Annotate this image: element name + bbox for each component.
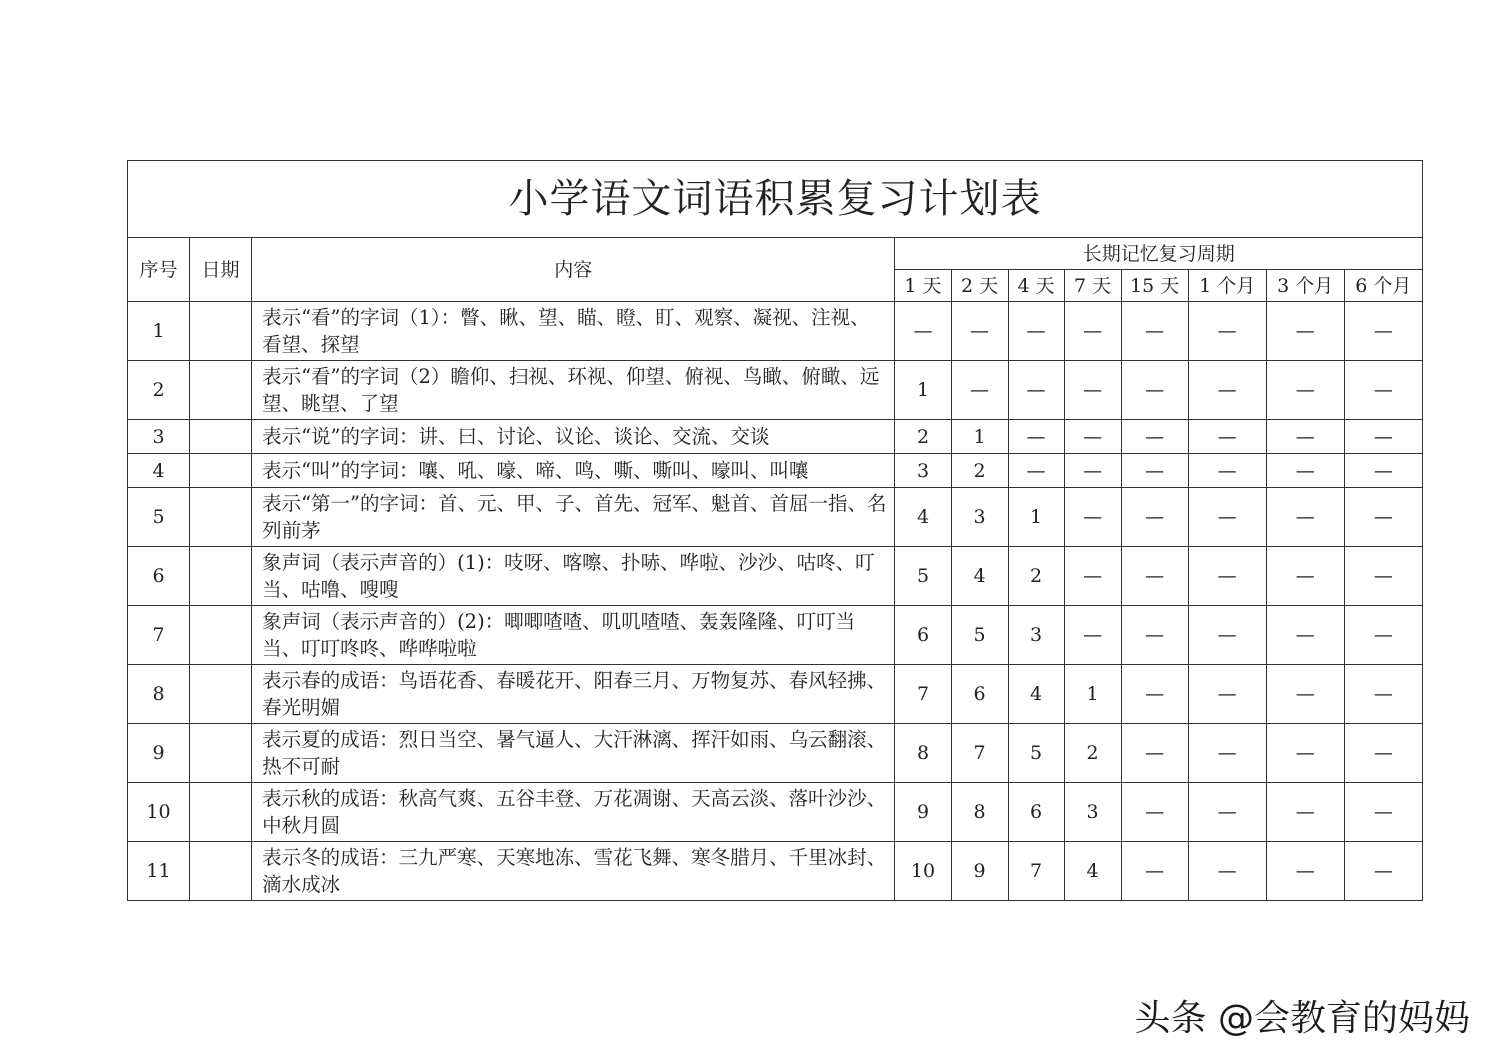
row-cycle-cell: — (1266, 488, 1344, 547)
row-cycle-cell: 5 (951, 606, 1008, 665)
row-cycle-cell: 7 (1008, 842, 1064, 901)
row-date (190, 361, 252, 420)
row-content: 表示秋的成语：秋高气爽、五谷丰登、万花凋谢、天高云淡、落叶沙沙、中秋月圆 (252, 783, 895, 842)
row-cycle-cell: — (1266, 361, 1344, 420)
row-cycle-cell: 4 (1008, 665, 1064, 724)
row-content: 表示夏的成语：烈日当空、暑气逼人、大汗淋漓、挥汗如雨、乌云翻滚、热不可耐 (252, 724, 895, 783)
row-cycle-cell: — (1121, 454, 1188, 488)
row-cycle-cell: — (1344, 488, 1422, 547)
row-cycle-cell: 1 (951, 420, 1008, 454)
table-row (128, 606, 1423, 665)
row-cycle-cell: — (1188, 302, 1266, 361)
row-cycle-cell: — (1008, 361, 1064, 420)
watermark: 头条 @会教育的妈妈 (1134, 998, 1470, 1039)
row-index: 2 (128, 361, 190, 420)
table-row (128, 783, 1423, 842)
row-cycle-cell: — (1121, 842, 1188, 901)
row-cycle-cell: — (1064, 488, 1121, 547)
row-cycle-cell: — (1121, 665, 1188, 724)
row-content: 表示“看”的字词（1）：瞥、瞅、望、瞄、瞪、盯、观察、凝视、注视、看望、探望 (252, 302, 895, 361)
header-cycle-2-days: 2 天 (951, 270, 1008, 302)
row-cycle-cell: — (1188, 665, 1266, 724)
row-cycle-cell: — (1344, 842, 1422, 901)
row-cycle-cell: 3 (951, 488, 1008, 547)
row-index: 10 (128, 783, 190, 842)
row-cycle-cell: — (1266, 665, 1344, 724)
row-cycle-cell: 1 (895, 361, 951, 420)
row-cycle-cell: — (1266, 420, 1344, 454)
table-row (128, 361, 1423, 420)
row-cycle-cell: 5 (895, 547, 951, 606)
row-index: 9 (128, 724, 190, 783)
row-cycle-cell: — (1344, 420, 1422, 454)
row-date (190, 454, 252, 488)
row-index: 8 (128, 665, 190, 724)
table-row (128, 724, 1423, 783)
row-cycle-cell: — (1008, 302, 1064, 361)
row-date (190, 783, 252, 842)
row-cycle-cell: 6 (895, 606, 951, 665)
row-cycle-cell: — (1344, 783, 1422, 842)
row-cycle-cell: — (1266, 302, 1344, 361)
header-content: 内容 (252, 238, 895, 302)
row-cycle-cell: — (1121, 302, 1188, 361)
row-cycle-cell: 3 (1008, 606, 1064, 665)
row-cycle-cell: — (1121, 488, 1188, 547)
row-index: 4 (128, 454, 190, 488)
header-cycle-7-days: 7 天 (1064, 270, 1121, 302)
row-cycle-cell: 1 (1064, 665, 1121, 724)
row-content: 表示春的成语：鸟语花香、春暖花开、阳春三月、万物复苏、春风轻拂、春光明媚 (252, 665, 895, 724)
row-cycle-cell: — (1008, 420, 1064, 454)
row-cycle-cell: — (1188, 547, 1266, 606)
row-content: 表示“说”的字词：讲、曰、讨论、议论、谈论、交流、交谈 (252, 420, 895, 454)
row-cycle-cell: — (1188, 361, 1266, 420)
row-cycle-cell: — (1344, 665, 1422, 724)
row-cycle-cell: 2 (895, 420, 951, 454)
row-cycle-cell: 8 (951, 783, 1008, 842)
review-plan-table (127, 160, 1423, 901)
table-body (128, 302, 1423, 901)
row-cycle-cell: 3 (1064, 783, 1121, 842)
row-cycle-cell: — (1121, 420, 1188, 454)
table-row (128, 547, 1423, 606)
row-date (190, 724, 252, 783)
row-cycle-cell: — (1188, 606, 1266, 665)
row-date (190, 606, 252, 665)
row-date (190, 488, 252, 547)
row-date (190, 842, 252, 901)
row-cycle-cell: — (1188, 783, 1266, 842)
row-cycle-cell: — (1266, 842, 1344, 901)
row-cycle-cell: 2 (1064, 724, 1121, 783)
row-index: 6 (128, 547, 190, 606)
row-cycle-cell: 9 (951, 842, 1008, 901)
row-cycle-cell: — (1266, 547, 1344, 606)
row-cycle-cell: — (1188, 420, 1266, 454)
row-cycle-cell: — (1344, 724, 1422, 783)
row-cycle-cell: 4 (1064, 842, 1121, 901)
row-cycle-cell: — (1344, 606, 1422, 665)
row-date (190, 302, 252, 361)
row-cycle-cell: — (1064, 547, 1121, 606)
row-cycle-cell: 1 (1008, 488, 1064, 547)
header-cycle-6-months: 6 个月 (1344, 270, 1422, 302)
row-cycle-cell: — (1064, 454, 1121, 488)
header-index: 序号 (128, 238, 190, 302)
row-index: 5 (128, 488, 190, 547)
row-cycle-cell: — (1266, 454, 1344, 488)
row-cycle-cell: — (1064, 361, 1121, 420)
header-cycle-group: 长期记忆复习周期 (895, 238, 1423, 270)
row-cycle-cell: — (1008, 454, 1064, 488)
row-cycle-cell: — (895, 302, 951, 361)
header-cycle-15-days: 15 天 (1121, 270, 1188, 302)
table-row (128, 302, 1423, 361)
row-date (190, 547, 252, 606)
row-cycle-cell: — (1188, 724, 1266, 783)
row-cycle-cell: — (1266, 724, 1344, 783)
row-cycle-cell: — (1266, 606, 1344, 665)
table-title: 小学语文词语积累复习计划表 (128, 161, 1423, 238)
row-cycle-cell: — (1344, 454, 1422, 488)
row-cycle-cell: 8 (895, 724, 951, 783)
row-cycle-cell: 4 (951, 547, 1008, 606)
row-cycle-cell: — (1121, 361, 1188, 420)
header-cycle-4-days: 4 天 (1008, 270, 1064, 302)
row-content: 表示冬的成语：三九严寒、天寒地冻、雪花飞舞、寒冬腊月、千里冰封、滴水成冰 (252, 842, 895, 901)
row-cycle-cell: 4 (895, 488, 951, 547)
row-content: 象声词（表示声音的）(1)：吱呀、喀嚓、扑哧、哗啦、沙沙、咕咚、叮当、咕噜、嗖嗖 (252, 547, 895, 606)
row-index: 1 (128, 302, 190, 361)
row-cycle-cell: 3 (895, 454, 951, 488)
row-cycle-cell: 10 (895, 842, 951, 901)
row-date (190, 420, 252, 454)
row-cycle-cell: 6 (1008, 783, 1064, 842)
row-cycle-cell: — (1266, 783, 1344, 842)
row-cycle-cell: — (1121, 547, 1188, 606)
header-cycle-3-months: 3 个月 (1266, 270, 1344, 302)
row-date (190, 665, 252, 724)
row-index: 11 (128, 842, 190, 901)
row-content: 象声词（表示声音的）(2)：唧唧喳喳、叽叽喳喳、轰轰隆隆、叮叮当当、叮叮咚咚、哗哗啦啦 (252, 606, 895, 665)
header-cycle-1-day: 1 天 (895, 270, 951, 302)
row-cycle-cell: 7 (951, 724, 1008, 783)
row-cycle-cell: 7 (895, 665, 951, 724)
row-index: 3 (128, 420, 190, 454)
row-cycle-cell: — (951, 302, 1008, 361)
row-cycle-cell: 2 (951, 454, 1008, 488)
row-cycle-cell: — (1064, 420, 1121, 454)
row-content: 表示“第一”的字词：首、元、甲、子、首先、冠军、魁首、首屈一指、名列前茅 (252, 488, 895, 547)
row-index: 7 (128, 606, 190, 665)
row-cycle-cell: — (1121, 606, 1188, 665)
row-cycle-cell: — (1121, 783, 1188, 842)
row-cycle-cell: — (1344, 302, 1422, 361)
row-cycle-cell: 6 (951, 665, 1008, 724)
row-cycle-cell: — (1188, 842, 1266, 901)
row-cycle-cell: 9 (895, 783, 951, 842)
row-content: 表示“叫”的字词：嚷、吼、嚎、啼、鸣、嘶、嘶叫、嚎叫、叫嚷 (252, 454, 895, 488)
row-cycle-cell: — (1064, 606, 1121, 665)
table-row (128, 842, 1423, 901)
row-cycle-cell: — (1188, 454, 1266, 488)
row-cycle-cell: — (951, 361, 1008, 420)
row-cycle-cell: — (1344, 361, 1422, 420)
row-cycle-cell: — (1121, 724, 1188, 783)
header-cycle-1-month: 1 个月 (1188, 270, 1266, 302)
table-row (128, 454, 1423, 488)
row-cycle-cell: — (1064, 302, 1121, 361)
table-row (128, 665, 1423, 724)
row-cycle-cell: — (1188, 488, 1266, 547)
row-cycle-cell: 2 (1008, 547, 1064, 606)
table-row (128, 488, 1423, 547)
row-cycle-cell: 5 (1008, 724, 1064, 783)
table-row (128, 420, 1423, 454)
row-cycle-cell: — (1344, 547, 1422, 606)
header-date: 日期 (190, 238, 252, 302)
row-content: 表示“看”的字词（2）瞻仰、扫视、环视、仰望、俯视、鸟瞰、俯瞰、远望、眺望、了望 (252, 361, 895, 420)
